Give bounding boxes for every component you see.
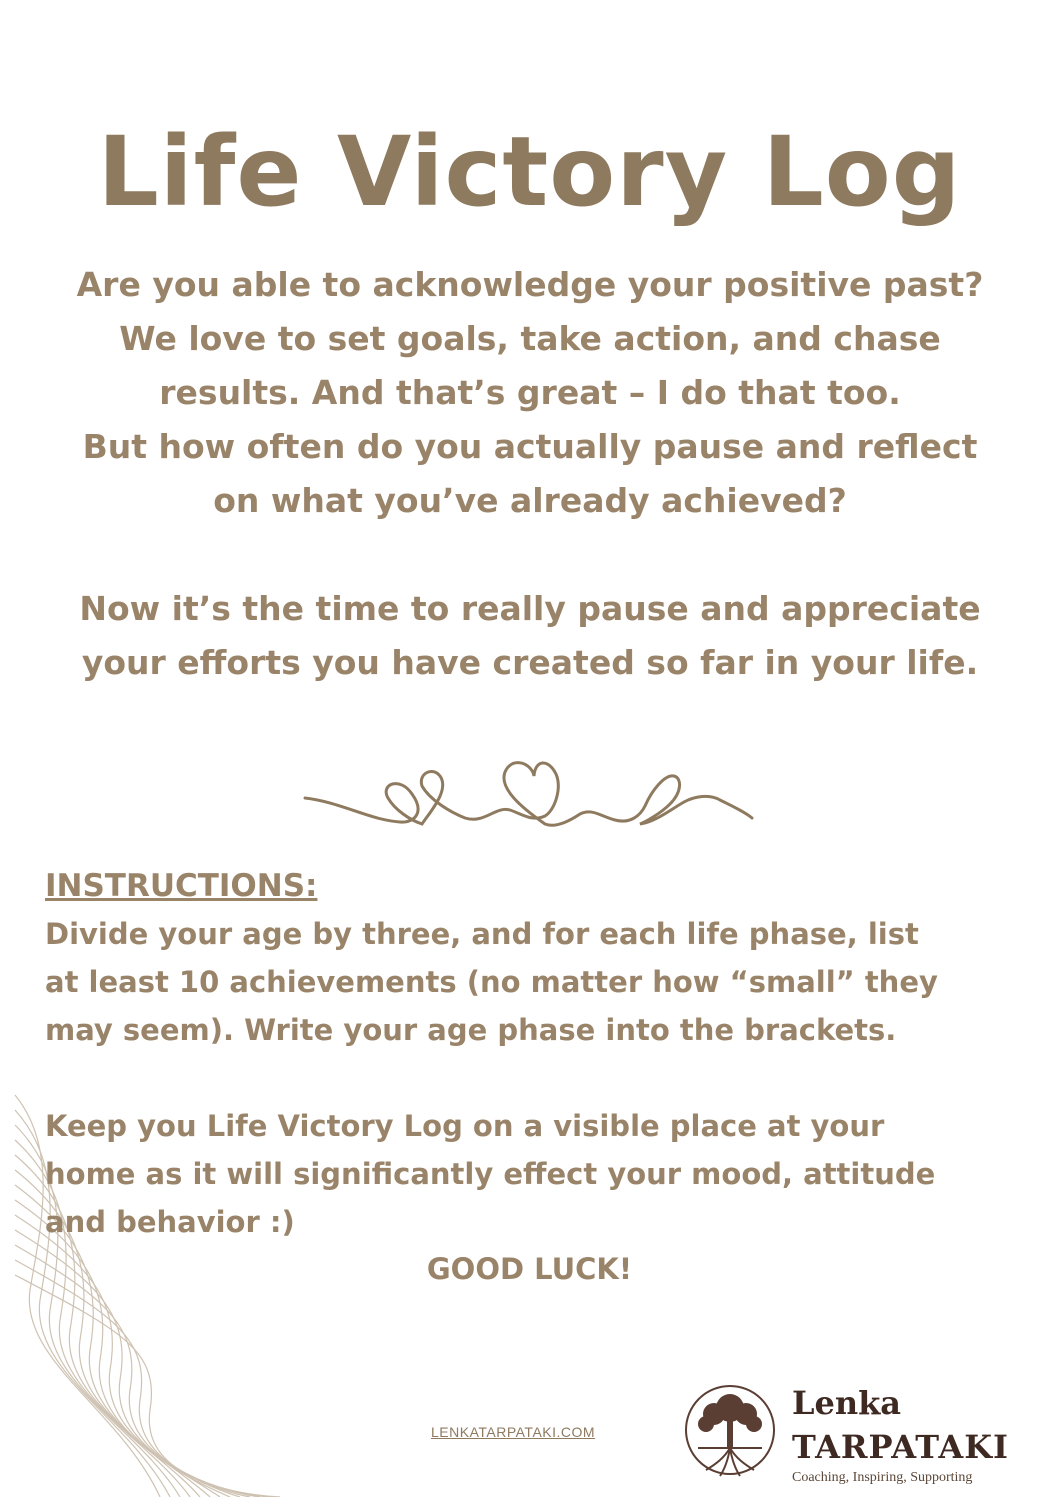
intro-text <box>40 258 1020 690</box>
intro-line: your efforts you have created so far in your life. <box>81 643 979 682</box>
logo-first-name: Lenka <box>792 1384 902 1422</box>
instructions-line: Keep you Life Victory Log on a visible place at your <box>45 1109 885 1143</box>
page-title: Life Victory Log <box>97 116 962 228</box>
intro-line: Are you able to acknowledge your positive past? <box>76 265 984 304</box>
instructions-line: home as it will significantly effect your mood, attitude <box>45 1157 936 1191</box>
intro-line: We love to set goals, take action, and chase <box>119 319 941 358</box>
instructions-section <box>45 862 1015 1246</box>
hearts-divider-icon <box>300 740 760 840</box>
logo-last-name: TARPATAKI <box>792 1428 1009 1466</box>
instructions-line: may seem). Write your age phase into the brackets. <box>45 1013 897 1047</box>
intro-line: on what you’ve already achieved? <box>213 481 847 520</box>
instructions-line: Divide your age by three, and for each life phase, list <box>45 917 919 951</box>
intro-line: results. And that’s great – I do that too. <box>159 373 901 412</box>
instructions-line: and behavior :) <box>45 1205 295 1239</box>
instructions-line: at least 10 achievements (no matter how “small” they <box>45 965 938 999</box>
intro-line: But how often do you actually pause and reflect <box>82 427 978 466</box>
intro-line: Now it’s the time to really pause and appreciate <box>79 589 981 628</box>
instructions-heading: INSTRUCTIONS: <box>45 868 318 904</box>
good-luck-text: GOOD LUCK! <box>426 1252 633 1286</box>
brand-logo <box>680 1378 1050 1488</box>
logo-tagline: Coaching, Inspiring, Supporting <box>792 1470 973 1485</box>
tree-logo-icon <box>680 1378 780 1488</box>
website-link[interactable]: LENKATARPATAKI.COM <box>431 1424 596 1440</box>
